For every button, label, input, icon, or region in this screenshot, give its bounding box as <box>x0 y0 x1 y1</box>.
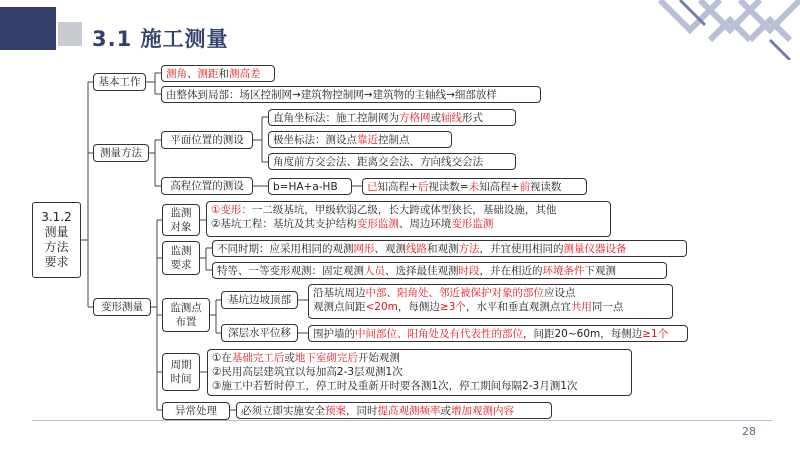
highlight-text: 测量仪器设备 <box>563 243 627 255</box>
text-segment: 形式 <box>462 112 483 124</box>
highlight-text: 未 <box>468 181 480 193</box>
highlight-text: 轴线 <box>441 112 462 124</box>
node-basic-work <box>93 73 146 91</box>
monitor-object-detail <box>206 201 611 237</box>
highlight-text: 增加观测内容 <box>451 405 514 417</box>
node-label: 深层水平位移 <box>228 327 291 339</box>
text-segment: 围护墙的 <box>313 328 355 340</box>
node-label: 高程位置的测设 <box>170 180 244 192</box>
text-segment: 应设点 <box>544 287 576 299</box>
node-elevation-position <box>161 177 253 195</box>
text-segment: 同一点 <box>591 301 624 313</box>
highlight-text: 方格网 <box>399 112 431 124</box>
highlight-text: 共用 <box>570 301 592 313</box>
node-label: 测量方法 <box>100 147 142 159</box>
abnormal-detail <box>236 402 552 419</box>
text-segment: 、周边环境 <box>398 218 452 230</box>
detail-line <box>212 379 627 393</box>
highlight-text: 后 <box>417 181 429 193</box>
text-segment: ，水平和垂直观测点宜 <box>465 301 571 313</box>
highlight-text: 靠近 <box>357 134 378 146</box>
text-segment: ③施工中若暂时停工，停工时及重新开时要各测1次，停工期间每隔2-3月测1次 <box>212 380 578 392</box>
node-label: 监测点布置 <box>170 302 202 328</box>
highlight-text: 前 <box>519 181 530 193</box>
node-plane-position <box>161 131 253 149</box>
node-deformation <box>93 298 151 316</box>
node-period-time <box>162 353 200 391</box>
elevation-note <box>362 178 587 195</box>
plane-item <box>268 131 452 148</box>
node-monitor-require <box>162 241 200 275</box>
root-line: 要求 <box>44 255 69 269</box>
plane-item <box>268 153 516 170</box>
highlight-text: 时段 <box>458 265 480 277</box>
highlight-text: ①变形： <box>211 204 252 216</box>
node-label: 监测要求 <box>170 245 192 271</box>
root-line: 3.1.2 <box>41 210 72 224</box>
elevation-formula <box>268 178 352 195</box>
page-title: 3.1 施工测量 <box>92 27 229 51</box>
require-item <box>212 262 667 279</box>
highlight-text: 变形监测 <box>356 218 399 230</box>
highlight-text: 中部、阳角处、邻近被保护对象的部位 <box>365 287 544 299</box>
text-segment: 或 <box>284 352 295 364</box>
node-pit-slope-top <box>221 291 298 309</box>
highlight-text: ≥3个 <box>439 301 466 313</box>
root-line: 方法 <box>44 240 69 254</box>
node-measure-method <box>93 144 149 162</box>
detail-line <box>211 203 606 217</box>
node-abnormal-handling <box>162 402 230 420</box>
text-segment: 一二级基坑，甲级软弱乙级，长大跨或体型狭长，基础设施，其他 <box>251 204 557 216</box>
node-label: 基坑边坡顶部 <box>228 294 291 306</box>
text-segment: ②民用高层建筑宜以每加高2-3层观测1次 <box>212 366 403 378</box>
node-label: 监测对象 <box>170 207 192 233</box>
text-segment: ②基坑工程：基坑及其支护结构 <box>211 218 357 230</box>
text-segment: 和 <box>218 68 229 80</box>
highlight-text: 地下室砌完后 <box>294 352 358 364</box>
detail-line <box>212 351 627 365</box>
highlight-text: 人员 <box>364 265 385 277</box>
detail-line <box>211 217 606 231</box>
highlight-text: 环境条件 <box>542 265 585 277</box>
text-segment: 视读数 <box>529 181 562 193</box>
node-deep-displacement <box>221 324 298 342</box>
text-segment: 知高程+ <box>479 181 520 193</box>
text-segment: 、 <box>187 68 198 80</box>
basic-item <box>161 65 275 82</box>
text-segment: 或 <box>440 405 451 417</box>
text-segment: b=HA+a-HB <box>273 181 338 193</box>
require-item <box>212 240 687 257</box>
text-segment: 控制点 <box>378 134 410 146</box>
text-segment: 角度前方交会法、距离交会法、方向线交会法 <box>273 156 483 168</box>
detail-line <box>212 365 627 379</box>
detail-line <box>313 286 668 300</box>
text-segment: 由整体到局部：场区控制网→建筑物控制网→建筑物的主轴线→细部放样 <box>166 89 497 101</box>
highlight-text: <20m <box>365 301 398 313</box>
highlight-text: ≥1个 <box>642 328 669 340</box>
text-segment: ，每侧边 <box>397 301 440 313</box>
text-segment: 、观测 <box>374 243 406 255</box>
text-segment: 和观测 <box>427 243 459 255</box>
highlight-text: 测高差 <box>229 68 261 80</box>
text-segment: 开始观测 <box>357 352 400 364</box>
pit-slope-detail <box>308 284 673 319</box>
text-segment: 或 <box>430 112 441 124</box>
highlight-text: 方法 <box>458 243 480 255</box>
highlight-text: 中间部位、阳角处及有代表性的部位 <box>355 328 523 340</box>
plane-item <box>268 109 516 126</box>
period-detail <box>207 349 632 396</box>
highlight-text: 预案 <box>325 405 346 417</box>
highlight-text: 网形 <box>353 243 375 255</box>
highlight-text: 提高观测频率 <box>377 405 441 417</box>
node-label: 平面位置的测设 <box>170 134 244 146</box>
node-label: 异常处理 <box>175 405 217 417</box>
text-segment: 知高程+ <box>377 181 418 193</box>
highlight-text: 已 <box>367 181 378 193</box>
text-segment: ，并在相近的 <box>479 265 543 277</box>
footer-divider <box>32 420 772 421</box>
text-segment: ，并宜使用相同的 <box>479 243 564 255</box>
text-segment: ，间距20~60m，每侧边 <box>523 328 643 340</box>
text-segment: 下观测 <box>584 265 616 277</box>
node-monitor-object <box>162 204 200 236</box>
node-label: 变形测量 <box>101 301 143 313</box>
highlight-text: 变形监测 <box>451 218 494 230</box>
text-segment: 极坐标法：测设点 <box>273 134 357 146</box>
text-segment: 沿基坑周边 <box>313 287 366 299</box>
text-segment: 直角坐标法：施工控制网为 <box>273 112 399 124</box>
text-segment: 视读数= <box>428 181 469 193</box>
text-segment: 必须立即实施安全 <box>241 405 325 417</box>
root-line: 测量 <box>44 225 69 239</box>
highlight-text: 测角 <box>166 68 187 80</box>
detail-line <box>313 300 668 314</box>
page-number: 28 <box>742 425 756 438</box>
text-segment: 不同时期：应采用相同的观测 <box>217 243 354 255</box>
text-segment: ，同时 <box>346 405 378 417</box>
root-node <box>32 202 81 278</box>
node-monitor-points <box>162 298 210 332</box>
text-segment: ①在 <box>212 352 232 364</box>
deep-displacement-detail <box>308 325 688 342</box>
node-label: 周期时间 <box>170 359 192 385</box>
basic-item <box>161 86 541 103</box>
highlight-text: 测距 <box>197 68 219 80</box>
highlight-text: 线路 <box>406 243 427 255</box>
text-segment: 观测点间距 <box>313 301 366 313</box>
text-segment: 、选择最佳观测 <box>385 265 459 277</box>
highlight-text: 基础完工后 <box>231 352 285 364</box>
text-segment: 特等、一等变形观测：固定观测 <box>217 265 364 277</box>
node-label: 基本工作 <box>98 76 141 88</box>
